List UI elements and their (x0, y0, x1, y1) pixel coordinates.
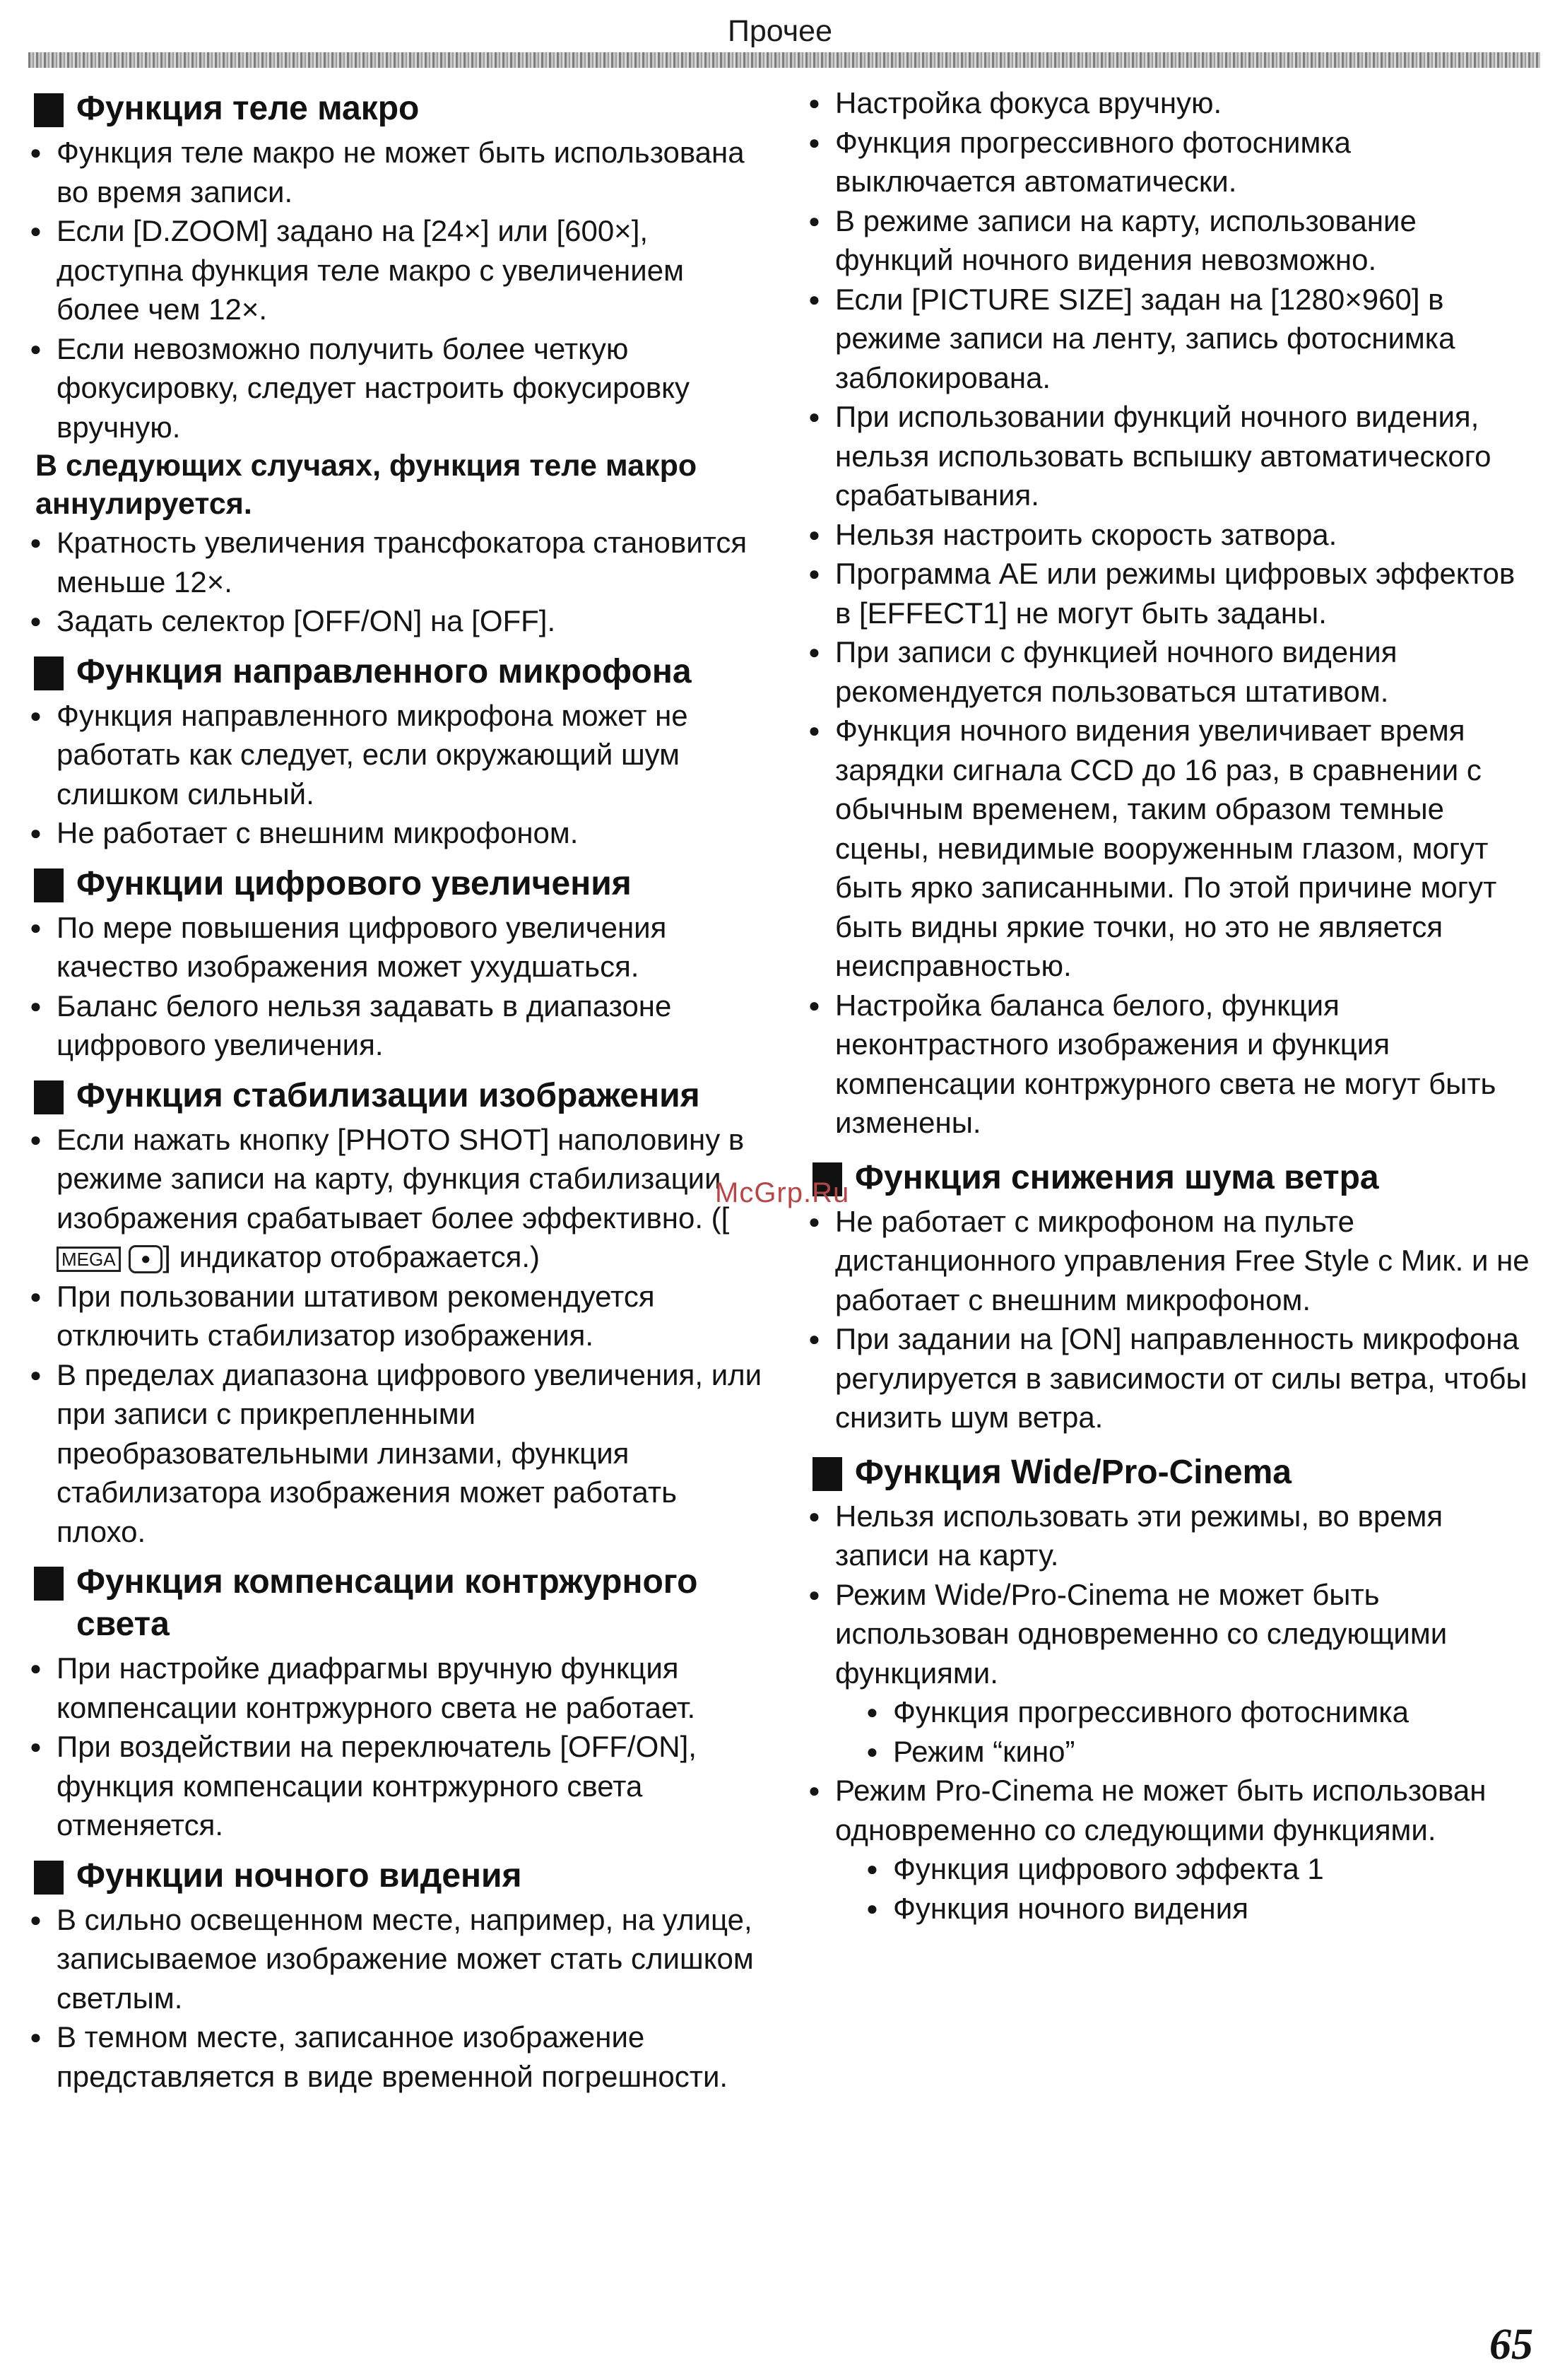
page-header-title: Прочее (727, 14, 833, 48)
page-number: 65 (1489, 2321, 1533, 2369)
section-title-text: Функция компенсации контржурного света (76, 1563, 698, 1643)
section-title-text: Функции ночного видения (76, 1856, 522, 1895)
bullet-item: ● Функция прогрессивного фотоснимка выключается автоматически. (807, 123, 1535, 201)
bullet-item: ● При записи с функцией ночного видения рекомендуется пользоваться штативом. (807, 632, 1535, 711)
bullet-item: ● Режим Pro-Cinema не может быть использован одновременно со следующими функциями. (807, 1771, 1535, 1849)
bullet-item: ● Функция теле макро не может быть использована во время записи. (28, 133, 763, 211)
section-title-text: Функция теле макро (76, 90, 420, 127)
bullet-item: ● В пределах диапазона цифрового увеличения, или при записи с прикрепленными преобразовательными линзами, функция стабилизатора изображения может работать плохо. (28, 1355, 763, 1552)
bullet-item: ● Настройка фокуса вручную. (807, 83, 1535, 123)
bullet-text: ] индикатор отображается.) (162, 1240, 540, 1273)
right-column (807, 83, 1535, 1928)
bullet-item: ● При воздействии на переключатель [OFF/ON], функция компенсации контржурного света отменяется. (28, 1727, 763, 1845)
section-title-image-stabilizer (28, 1075, 763, 1117)
section-title-wide-pro-cinema (807, 1451, 1535, 1494)
bullet-item: ● Программа AE или режимы цифровых эффектов в [EFFECT1] не могут быть заданы. (807, 554, 1535, 632)
bullet-item: ● Если [PICTURE SIZE] задан на [1280×960] в режиме записи на ленту, запись фотоснимка заблокирована. (807, 280, 1535, 398)
section-square-icon (34, 868, 64, 902)
section-title-wind-noise (807, 1157, 1535, 1199)
section-square-icon (34, 93, 64, 127)
bullet-item: ● В темном месте, записанное изображение представляется в виде временной погрешности. (28, 2017, 763, 2096)
bullet-item (28, 1120, 763, 1277)
section-title-text: Функция направленного микрофона (76, 652, 692, 690)
mega-ois-icon: MEGA (57, 1247, 121, 1272)
bullet-item: ● Если [D.ZOOM] задано на [24×] или [600×], доступна функция теле макро с увеличением более чем 12×. (28, 211, 763, 329)
bullet-item: ● Нельзя использовать эти режимы, во время записи на карту. (807, 1497, 1535, 1575)
left-column (28, 83, 763, 2096)
bullet-item: ● Если невозможно получить более четкую фокусировку, следует настроить фокусировку вручную. (28, 329, 763, 447)
watermark: McGrp.Ru (715, 1177, 850, 1208)
bullet-item: ● При настройке диафрагмы вручную функция компенсации контржурного света не работает. (28, 1649, 763, 1727)
bullet-text: Если нажать кнопку [PHOTO SHOT] наполовину в режиме записи на карту, функция стабилизации изображения срабатывает более эффективно. ([ (57, 1122, 745, 1235)
section-title-text: Функция снижения шума ветра (855, 1158, 1379, 1196)
section-square-icon (34, 1567, 64, 1601)
section-title-directional-mic (28, 651, 763, 693)
bullet-item: ● В режиме записи на карту, использование функций ночного видения невозможно. (807, 201, 1535, 280)
bullet-item: ● Функция направленного микрофона может не работать как следует, если окружающий шум слишком сильный. (28, 696, 763, 814)
section-title-tele-macro (28, 88, 763, 130)
bullet-item: ● При использовании функций ночного видения, нельзя использовать вспышку автоматического срабатывания. (807, 397, 1535, 515)
bullet-item: ● При пользовании штативом рекомендуется отключить стабилизатор изображения. (28, 1277, 763, 1355)
bullet-item: ● Задать селектор [OFF/ON] на [OFF]. (28, 601, 763, 641)
stabilizer-hand-icon: ● (129, 1245, 162, 1273)
bullet-item: ● Режим Wide/Pro-Cinema не может быть использован одновременно со следующими функциями. (807, 1575, 1535, 1693)
header-rule (28, 52, 1540, 68)
section-title-digital-zoom (28, 863, 763, 905)
bullet-item: ● При задании на [ON] направленность микрофона регулируется в зависимости от силы ветра, чтобы снизить шум ветра. (807, 1319, 1535, 1437)
section-square-icon (34, 656, 64, 690)
sub-bullet-item: ● Функция прогрессивного фотоснимка (807, 1692, 1535, 1732)
bullet-item: ● Настройка баланса белого, функция неконтрастного изображения и функция компенсации контржурного света не могут быть изменены. (807, 986, 1535, 1143)
bold-note: В следующих случаях, функция теле макро аннулируется. (35, 449, 697, 521)
section-title-text: Функции цифрового увеличения (76, 864, 632, 902)
section-square-icon (34, 1861, 64, 1895)
section-title-text: Функция стабилизации изображения (76, 1076, 700, 1114)
sub-bullet-item: ● Функция ночного видения (807, 1889, 1535, 1928)
section-square-icon (812, 1457, 842, 1491)
section-title-backlight (28, 1561, 763, 1646)
section-title-text: Функция Wide/Pro-Cinema (855, 1453, 1292, 1491)
bullet-item: ● Нельзя настроить скорость затвора. (807, 515, 1535, 555)
bullet-item: ● Кратность увеличения трансфокатора становится меньше 12×. (28, 523, 763, 601)
sub-bullet-item: ● Режим “кино” (807, 1732, 1535, 1772)
section-title-night-view (28, 1855, 763, 1897)
bullet-item: ● Не работает с внешним микрофоном. (28, 813, 763, 853)
bullet-item: ● По мере повышения цифрового увеличения качество изображения может ухудшаться. (28, 908, 763, 986)
bullet-item: ● Функция ночного видения увеличивает время зарядки сигнала CCD до 16 раз, в сравнении с обычным временем, таким образом темные сцены, невидимые вооруженным глазом, могут быть ярко записанными. По этой причине могут быть видны яркие точки, но это не является неисправностью. (807, 711, 1535, 986)
bullet-item: ● Не работает с микрофоном на пульте дистанционного управления Free Style с Мик. и не работает с внешним микрофоном. (807, 1202, 1535, 1320)
bullet-item: ● В сильно освещенном месте, например, на улице, записываемое изображение может стать слишком светлым. (28, 1900, 763, 2018)
section-square-icon (34, 1080, 64, 1114)
bullet-item: ● Баланс белого нельзя задавать в диапазоне цифрового увеличения. (28, 986, 763, 1065)
sub-bullet-item: ● Функция цифрового эффекта 1 (807, 1849, 1535, 1889)
